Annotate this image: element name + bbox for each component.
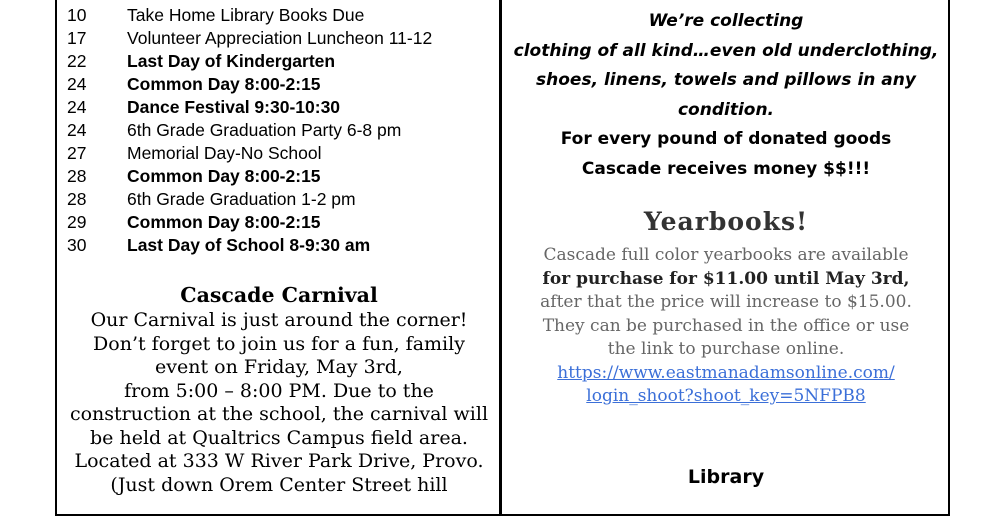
schedule-event: Volunteer Appreciation Luncheon 11-12 bbox=[127, 28, 433, 48]
schedule-day: 22 bbox=[67, 51, 87, 71]
schedule-event: Common Day 8:00-2:15 bbox=[127, 74, 321, 94]
carnival-title: Cascade Carnival bbox=[180, 283, 378, 307]
schedule-event: Last Day of School 8-9:30 am bbox=[127, 235, 371, 255]
schedule-row bbox=[67, 142, 487, 165]
schedule-day: 28 bbox=[67, 166, 87, 186]
clothing-drive-line: shoes, linens, towels and pillows in any bbox=[536, 70, 916, 90]
carnival-line: Our Carnival is just around the corner! bbox=[90, 309, 468, 331]
schedule-day: 30 bbox=[67, 235, 87, 255]
schedule-day: 28 bbox=[67, 189, 87, 209]
yearbooks-section bbox=[506, 206, 946, 409]
schedule-day: 29 bbox=[67, 212, 87, 232]
yearbooks-line: They can be purchased in the office or use bbox=[542, 315, 910, 336]
carnival-line: (Just down Orem Center Street hill bbox=[110, 473, 448, 496]
schedule-day: 24 bbox=[67, 97, 87, 117]
schedule-row bbox=[67, 50, 487, 73]
schedule-event: Common Day 8:00-2:15 bbox=[127, 212, 321, 232]
right-column-box bbox=[500, 0, 950, 516]
schedule-event: Memorial Day-No School bbox=[127, 143, 322, 163]
carnival-line: Don’t forget to join us for a fun, family bbox=[93, 332, 465, 355]
yearbooks-price-line: for purchase for $11.00 until May 3rd, bbox=[542, 268, 910, 289]
clothing-drive-section bbox=[506, 7, 946, 184]
schedule-day: 24 bbox=[67, 120, 87, 140]
schedule-row bbox=[67, 73, 487, 96]
yearbooks-line: after that the price will increase to $15.00. bbox=[540, 292, 912, 312]
yearbooks-link-wrap bbox=[506, 362, 946, 386]
carnival-line: construction at the school, the carnival will bbox=[69, 403, 489, 425]
schedule-row bbox=[67, 211, 487, 234]
yearbooks-title: Yearbooks! bbox=[643, 207, 809, 236]
carnival-line: be held at Qualtrics Campus field area. bbox=[90, 426, 468, 449]
yearbooks-link-wrap bbox=[506, 385, 946, 409]
schedule-event: Common Day 8:00-2:15 bbox=[127, 166, 321, 186]
yearbooks-purchase-link-part2[interactable]: login_shoot?shoot_key=5NFPB8 bbox=[586, 386, 866, 406]
schedule-day: 27 bbox=[67, 143, 87, 163]
carnival-line: Located at 333 W River Park Drive, Provo. bbox=[74, 450, 484, 472]
clothing-drive-line: Cascade receives money $$!!! bbox=[581, 158, 871, 179]
schedule-row bbox=[67, 165, 487, 188]
yearbooks-line: Cascade full color yearbooks are available bbox=[543, 245, 909, 265]
schedule-row bbox=[67, 234, 487, 257]
schedule-row bbox=[67, 27, 487, 50]
clothing-drive-line: condition. bbox=[677, 99, 775, 120]
schedule-row bbox=[67, 188, 487, 211]
schedule-day: 17 bbox=[67, 28, 87, 48]
schedule-event: Last Day of Kindergarten bbox=[127, 51, 336, 71]
schedule-row bbox=[67, 96, 487, 119]
yearbooks-line: the link to purchase online. bbox=[607, 339, 845, 359]
left-column-box bbox=[55, 0, 501, 516]
schedule-event: Take Home Library Books Due bbox=[127, 5, 365, 25]
schedule-row bbox=[67, 4, 487, 27]
schedule-day: 24 bbox=[67, 74, 87, 94]
schedule-event: Dance Festival 9:30-10:30 bbox=[127, 97, 341, 117]
yearbooks-purchase-link-part1[interactable]: https://www.eastmanadamsonline.com/ bbox=[557, 362, 895, 383]
schedule-event: 6th Grade Graduation 1-2 pm bbox=[127, 189, 356, 209]
clothing-drive-line: We’re collecting bbox=[648, 11, 804, 31]
schedule-event: 6th Grade Graduation Party 6-8 pm bbox=[127, 120, 402, 140]
carnival-line: from 5:00 – 8:00 PM. Due to the bbox=[124, 379, 434, 402]
library-title: Library bbox=[687, 466, 765, 488]
clothing-drive-line: clothing of all kind…even old underclothing, bbox=[513, 40, 939, 61]
schedule-row bbox=[67, 119, 487, 142]
carnival-line: event on Friday, May 3rd, bbox=[155, 356, 403, 378]
may-schedule-list bbox=[67, 4, 487, 257]
clothing-drive-line: For every pound of donated goods bbox=[560, 129, 892, 149]
carnival-section bbox=[61, 283, 497, 497]
schedule-day: 10 bbox=[67, 5, 87, 25]
